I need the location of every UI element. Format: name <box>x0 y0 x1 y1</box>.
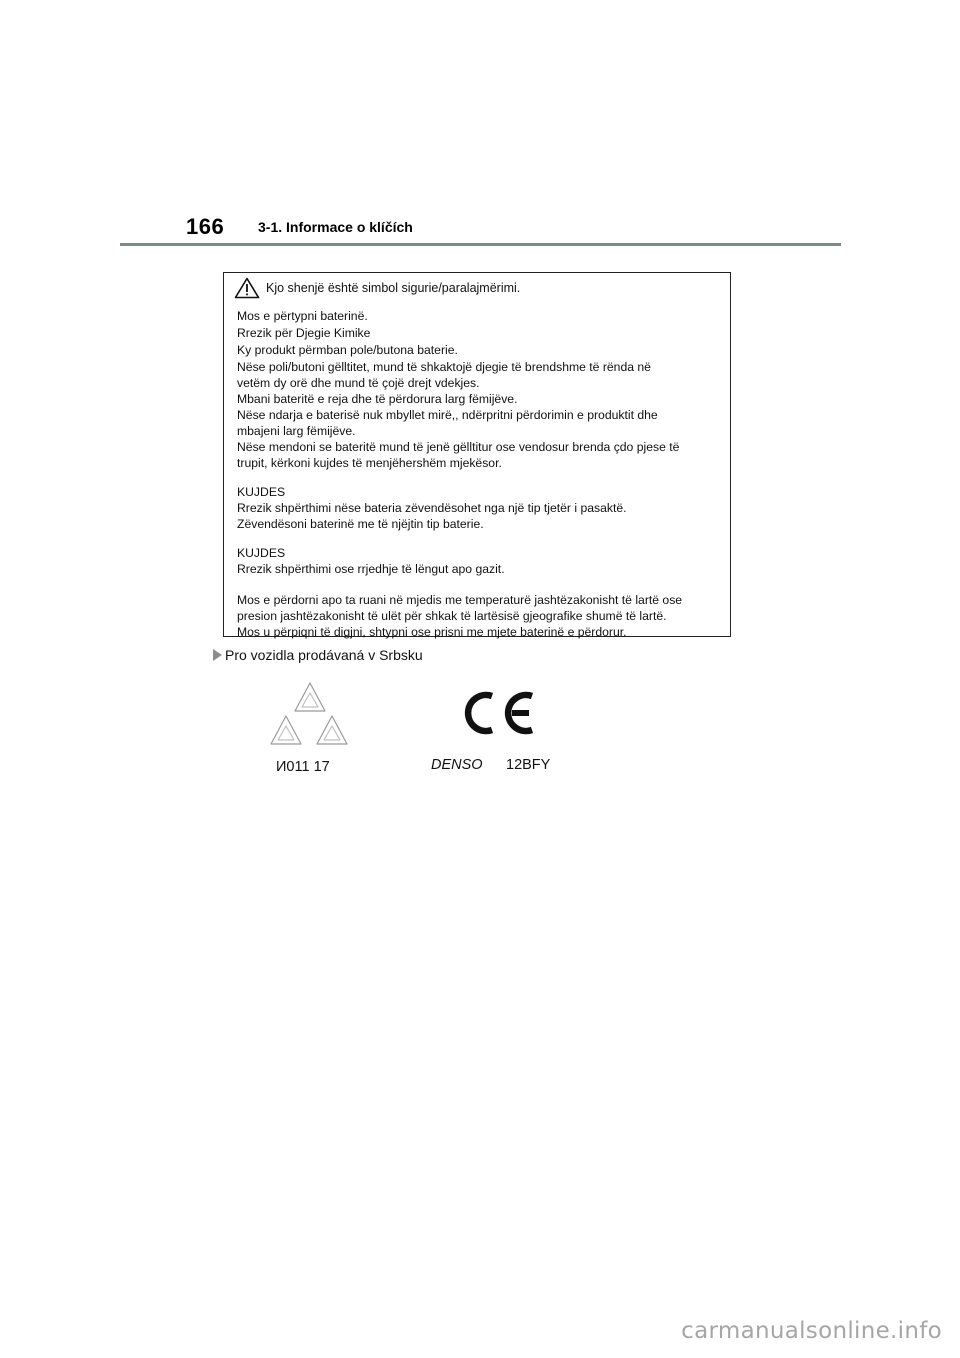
serbia-note <box>213 647 423 663</box>
serbia-note-text: Pro vozidla prodávaná v Srbsku <box>225 647 423 663</box>
warning-line: Mos e përdorni apo ta ruani në mjedis me temperaturë jashtëzakonisht të lartë ose <box>237 593 683 607</box>
warning-triangle-icon <box>234 277 260 299</box>
page-number: 166 <box>186 214 225 239</box>
warning-line: vetëm dy orë dhe mund të çojë drejt vdekjes. <box>237 376 480 390</box>
section-title: 3-1. Informace o klíčích <box>258 219 413 235</box>
warning-line: KUJDES <box>237 485 286 499</box>
header-rule <box>120 243 841 246</box>
footer-watermark: carmanualsonline.info <box>681 1318 942 1344</box>
warning-line: Zëvendësoni baterinë me të njëjtin tip baterie. <box>237 517 484 531</box>
warning-line: KUJDES <box>237 546 286 560</box>
warning-line: Rrezik shpërthimi ose rrjedhje të lëngut apo gazit. <box>237 562 505 576</box>
warning-line: Mbani bateritë e reja dhe të përdorura larg fëmijëve. <box>237 392 518 406</box>
warning-line: mbajeni larg fëmijëve. <box>237 424 356 438</box>
warning-heading <box>234 275 520 301</box>
warning-line: Rrezik për Djegie Kimike <box>237 326 371 340</box>
warning-line: Mos u përpiqni të digjni, shtypni ose prisni me mjete baterinë e përdorur. <box>237 625 627 639</box>
model-code: 12BFY <box>506 757 551 773</box>
warning-line: Ky produkt përmban pole/butona baterie. <box>237 343 458 357</box>
warning-line: Rrezik shpërthimi nëse bateria zëvendësohet nga një tip tjetër i pasaktë. <box>237 501 627 515</box>
warning-line: presion jashtëzakonisht të ulët për shkak të lartësisë gjeografike shumë të lartë. <box>237 609 667 623</box>
warning-line: Nëse mendoni se bateritë mund të jenë gëlltitur ose vendosur brenda çdo pjese të <box>237 440 680 454</box>
recycling-triangles-icon <box>262 680 354 750</box>
certification-code: И011 17 <box>276 759 330 775</box>
warning-line: Mos e përtypni baterinë. <box>237 309 368 323</box>
warning-line: Nëse ndarja e baterisë nuk mbyllet mirë,, ndërpritni përdorimin e produktit dhe <box>237 408 658 422</box>
ce-mark-icon <box>458 690 540 736</box>
warning-line: Nëse poli/butoni gëlltitet, mund të shkaktojë djegie të brendshme të rënda në <box>237 360 651 374</box>
triangle-bullet-icon <box>213 649 222 661</box>
warning-heading-text: Kjo shenjë është simbol sigurie/paralajmërimi. <box>266 281 521 295</box>
brand-name: DENSO <box>431 757 483 773</box>
warning-line: trupit, kërkoni kujdes të menjëhershëm mjekësor. <box>237 456 502 470</box>
